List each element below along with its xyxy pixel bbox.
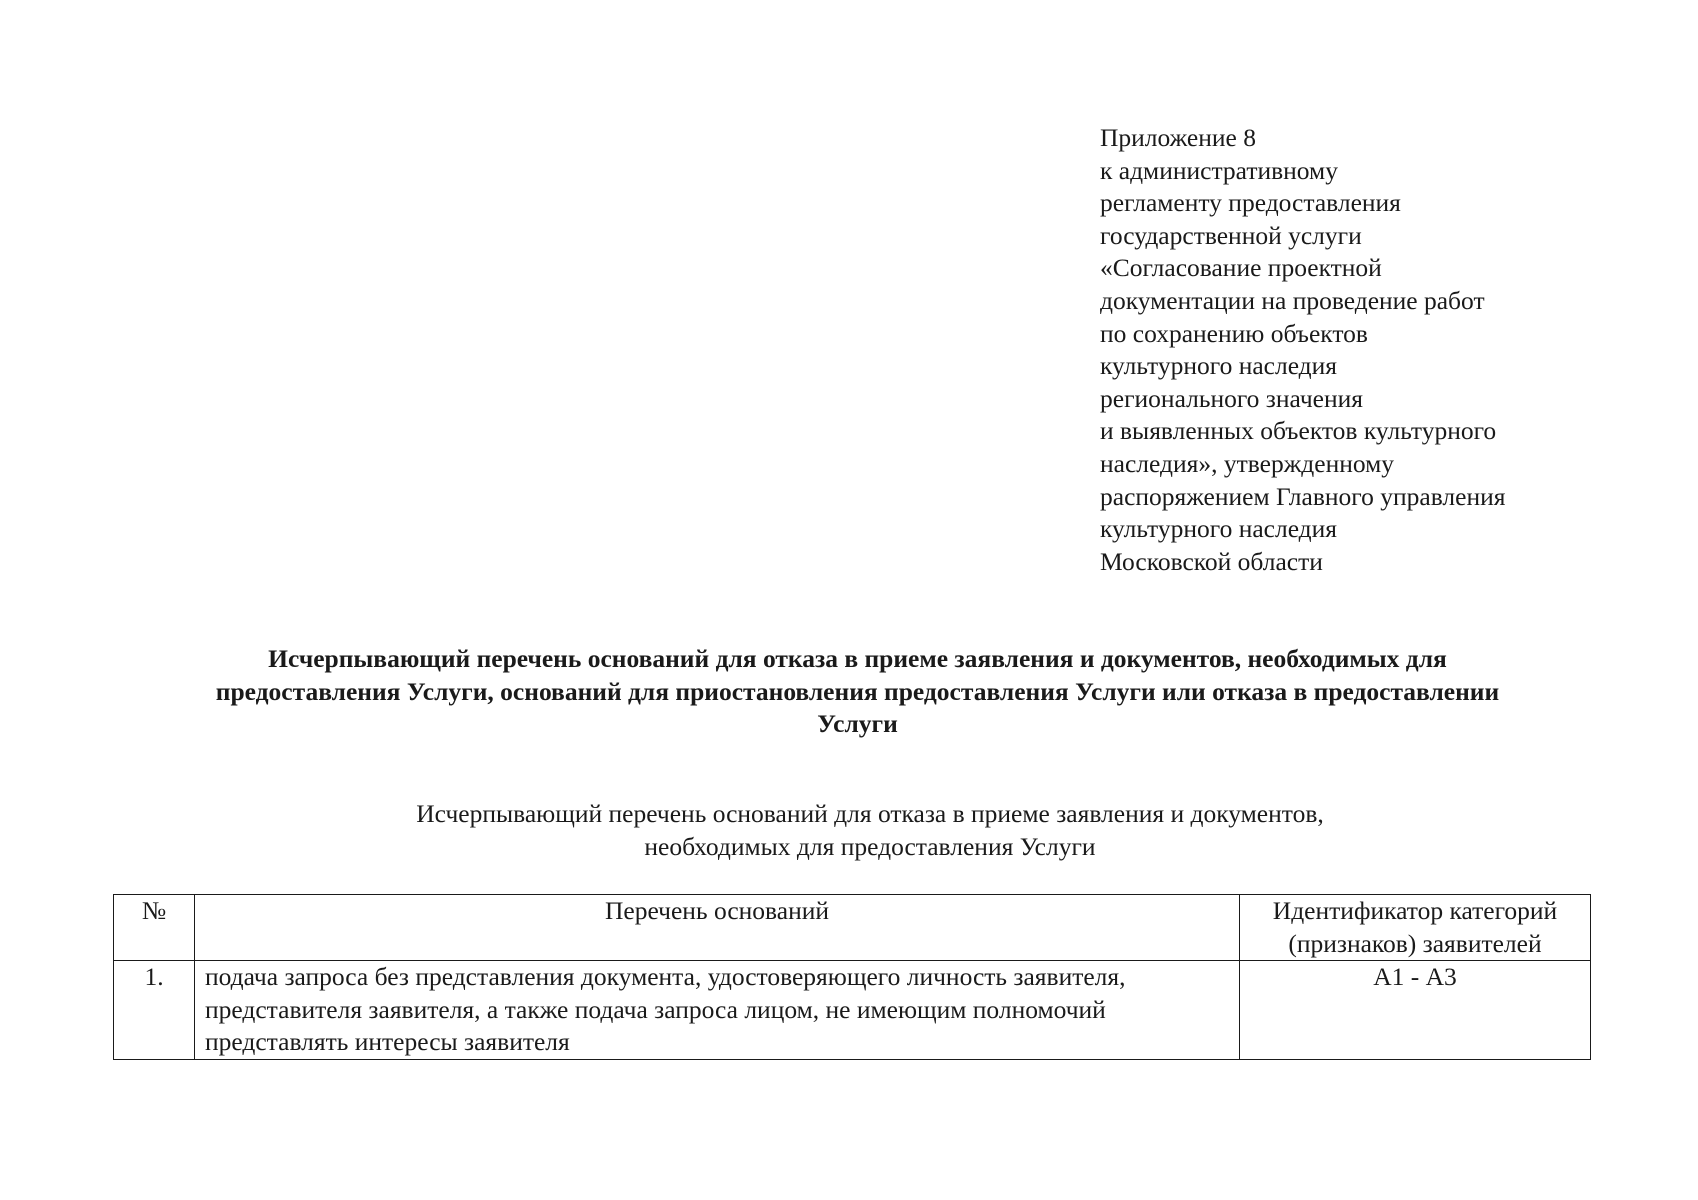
section-subtitle <box>370 798 1370 863</box>
row-applicant-categories: А1 - А3 <box>1240 961 1591 1060</box>
appendix-line: и выявленных объектов культурного <box>1100 416 1497 446</box>
appendix-line: культурного наследия <box>1100 351 1338 381</box>
grounds-table <box>113 894 1591 1060</box>
appendix-line: Московской области <box>1100 546 1323 576</box>
row-reason: подача запроса без представления документа, удостоверяющего личность заявителя, представителя заявителя, а также подача запроса лицом, не имеющим полномочий представлять интересы заявителя <box>195 961 1240 1060</box>
row-number: 1. <box>114 961 195 1060</box>
header-applicant-categories: Идентификатор категорий (признаков) заявителей <box>1240 895 1591 961</box>
appendix-line: Приложение 8 <box>1100 123 1256 152</box>
appendix-line: регионального значения <box>1100 383 1363 413</box>
table-header-row <box>114 895 1591 961</box>
appendix-line: «Согласование проектной <box>1100 253 1382 283</box>
appendix-line: по сохранению объектов <box>1100 318 1368 348</box>
appendix-line: документации на проведение работ <box>1100 285 1485 315</box>
appendix-line: распоряжением Главного управления <box>1100 481 1506 511</box>
section-subtitle-line: Исчерпывающий перечень оснований для отказа в приеме заявления и документов, <box>416 799 1324 828</box>
appendix-line: наследия», утвержденному <box>1100 448 1395 478</box>
appendix-line: культурного наследия <box>1100 514 1338 544</box>
header-reasons: Перечень оснований <box>195 895 1240 961</box>
header-number: № <box>114 895 195 961</box>
document-title-line: Исчерпывающий перечень оснований для отказа в приеме заявления и документов, необходимых для <box>268 644 1447 673</box>
section-subtitle-line: необходимых для предоставления Услуги <box>644 831 1096 861</box>
document-title <box>115 643 1600 741</box>
appendix-line: регламенту предоставления <box>1100 188 1401 218</box>
document-title-line: предоставления Услуги, оснований для приостановления предоставления Услуги или отказа в предоставлении <box>215 676 1500 706</box>
appendix-line: государственной услуги <box>1100 220 1362 250</box>
appendix-block <box>1100 122 1620 578</box>
document-title-line: Услуги <box>817 709 898 739</box>
appendix-line: к административному <box>1100 155 1338 185</box>
table-row <box>114 961 1591 1060</box>
